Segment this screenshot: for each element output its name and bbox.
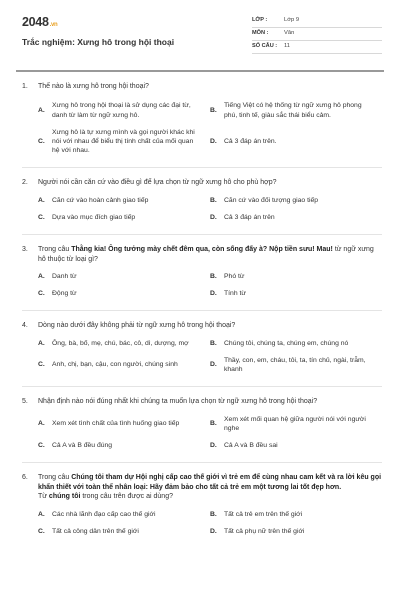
option-a[interactable]: A. Các nhà lãnh đạo cấp cao thế giới (38, 510, 156, 518)
question-divider (22, 167, 382, 168)
question-stem (22, 245, 382, 264)
option-b[interactable]: B. Xem xét mối quan hệ giữa người nói với người nghe (210, 415, 366, 432)
question-2 (0, 178, 400, 235)
meta-value: 11 (284, 43, 291, 50)
question-number: 1. (22, 83, 28, 90)
option-b[interactable]: B. Chúng tôi, chúng ta, chúng em, chúng nó (210, 339, 349, 347)
question-stem (22, 397, 382, 406)
question-number: 3. (22, 246, 28, 254)
option-d[interactable]: D. Tính từ (210, 290, 246, 298)
options (22, 415, 382, 459)
header-divider (16, 70, 384, 72)
option-c[interactable]: C. Tất cả công dân trên thế giới (38, 527, 139, 535)
meta-value: Văn (284, 30, 295, 37)
question-divider (22, 310, 382, 311)
question-number: 6. (22, 474, 28, 482)
option-d[interactable]: D. Tất cả phụ nữ trên thế giới (210, 527, 305, 535)
meta-key: SỐ CÂU : (252, 43, 278, 50)
option-a[interactable]: A. Xem xét tình chất của tình huống giao tiếp (38, 420, 180, 428)
meta-row-grade (252, 15, 382, 28)
options (22, 510, 382, 544)
question-divider (22, 234, 382, 235)
question-1 (0, 82, 400, 168)
page-header (0, 0, 400, 70)
options (22, 272, 382, 306)
option-b[interactable]: B. Tất cả trẻ em trên thế giới (210, 510, 303, 518)
question-stem (22, 321, 382, 330)
options (22, 339, 382, 383)
quiz-title: Trắc nghiệm: Xưng hô trong hội thoại (22, 36, 175, 47)
option-d[interactable]: D. Cả 3 đáp án trên. (210, 137, 277, 145)
question-divider (22, 386, 382, 387)
meta-row-subject (252, 28, 382, 41)
question-text: Nhận định nào nói đúng nhất khi chúng ta muốn lựa chọn từ ngữ xưng hô trong hội thoại? (38, 398, 318, 406)
quiz-meta (252, 15, 382, 54)
option-c[interactable]: C. Cả A và B đều đúng (38, 442, 113, 450)
meta-key: MÔN : (252, 30, 269, 37)
question-text: Người nói cần căn cứ vào điều gì để lựa chọn từ ngữ xưng hô cho phù hợp? (38, 179, 277, 187)
option-a[interactable]: A. Danh từ (38, 272, 77, 280)
question-4 (0, 321, 400, 387)
option-d[interactable]: D. Thầy, con, em, cháu, tôi, ta, tín chủ, ngài, trẫm, khanh (210, 356, 366, 374)
option-c[interactable]: C. Anh, chị, bạn, cậu, con người, chúng sinh (38, 361, 178, 369)
site-logo[interactable]: 2048.vn (22, 15, 58, 29)
question-text: Thế nào là xưng hô trong hội thoại? (38, 83, 149, 90)
question-text: Trong câu Chúng tôi tham dự Hội nghị cấp cao thế giới vì trẻ em để cùng nhau cam kết và ra lời kêu gọi khẩn thiết với toàn thể nhân loại: Hãy đảm bảo cho tất cả trẻ em một tương lai tốt đẹp hơn. Từ chúng tôi trong câu trên được ai dùng? (38, 474, 382, 501)
option-d[interactable]: D. Cả A và B đều sai (210, 442, 278, 450)
question-number: 2. (22, 179, 28, 187)
question-6 (0, 473, 400, 544)
option-b[interactable]: B. Phó từ (210, 272, 245, 280)
meta-value: Lớp 9 (284, 17, 300, 24)
option-c[interactable]: C. Dựa vào mục đích giao tiếp (38, 213, 136, 221)
question-stem (22, 82, 382, 91)
option-b[interactable]: B. Căn cứ vào đối tượng giao tiếp (210, 196, 319, 204)
option-a[interactable]: A. Ông, bà, bố, mẹ, chú, bác, cô, dì, dượng, mợ (38, 339, 189, 347)
meta-row-count (252, 41, 382, 54)
question-3 (0, 245, 400, 311)
option-d[interactable]: D. Cả 3 đáp án trên (210, 213, 275, 221)
question-5 (0, 397, 400, 463)
question-text: Dòng nào dưới đây không phải từ ngữ xưng hô trong hội thoại? (38, 322, 236, 330)
question-text: Trong câu Thằng kia! Ông tưởng mày chết đêm qua, còn sống đấy à? Nộp tiền sưu! Mau! từ ngữ xưng hô thuộc từ loại gì? (38, 246, 374, 263)
option-a[interactable]: A. Căn cứ vào hoàn cảnh giao tiếp (38, 196, 149, 204)
question-number: 4. (22, 322, 28, 330)
question-stem (22, 178, 382, 187)
question-number: 5. (22, 398, 28, 406)
options (22, 196, 382, 230)
question-divider (22, 462, 382, 463)
options (22, 101, 382, 163)
question-stem (22, 473, 382, 501)
option-c[interactable]: C. Xưng hô là tự xưng mình và gọi người khác khi nói với nhau để biểu thị tính chất của mối quan hệ với nhau. (38, 128, 195, 155)
meta-key: LỚP : (252, 17, 268, 24)
option-a[interactable]: A. Xưng hô trong hội thoại là sử dụng các đại từ, danh từ làm từ ngữ xưng hô. (38, 102, 191, 119)
option-c[interactable]: C. Động từ (38, 290, 77, 298)
option-b[interactable]: B. Tiếng Việt có hệ thống từ ngữ xưng hô phong phú, tinh tế, giàu sắc thái biểu cảm. (210, 102, 362, 119)
